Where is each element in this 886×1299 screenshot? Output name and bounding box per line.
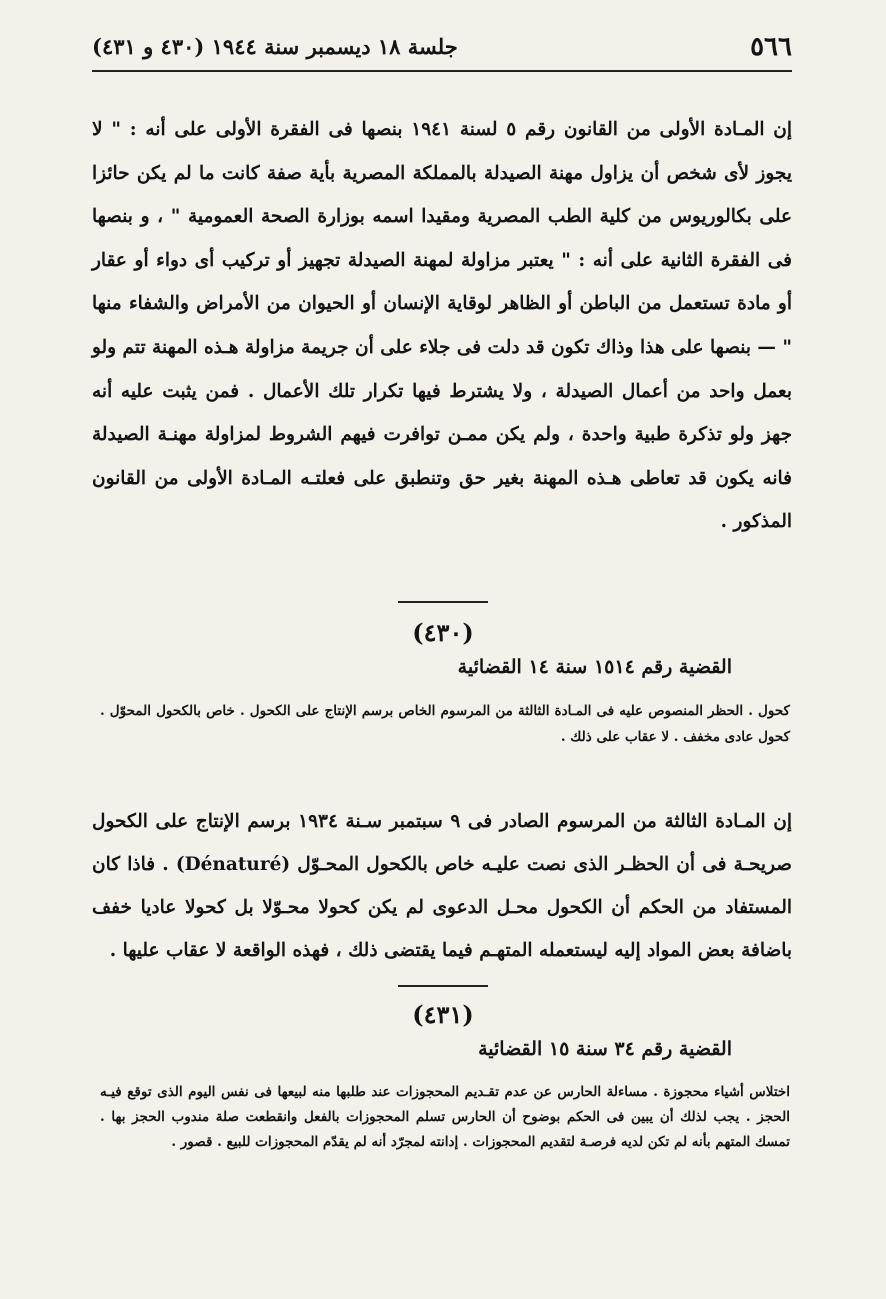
paragraph-pharmacy-law: إن المـادة الأولى من القانون رقم ٥ لسنة ١٩٤١ بنصها فى الفقرة الأولى على أنه : " لا يجوز لأى شخص أن يزاول مهنة الصيدلة بالمملكة المصرية بأية صفة كانت ما لم يكن حائزا على بكالوريوس من كلية الطب المصرية ومقيدا اسمه بوزارة الصحة العمومية " ، و بنصها فى الفقرة الثانية على أنه : " يعتبر مزاولة لمهنة الصيدلة تجهيز أو تركيب أى دواء أو عقار أو مادة تستعمل من الباطن أو الظاهر لوقاية الإنسان أو الحيوان من الأمراض والشفاء منها " — بنصها على هذا وذاك تكون قد دلت فى جلاء على أن جريمة مزاولة هـذه المهنة تتم ولو بعمل واحد من أعمال الصيدلة ، ولا يشترط فيها تكرار تلك الأعمال . فمن يثبت عليه أنه جهز ولو تذكرة طبية واحدة ، ولم يكن ممـن توافرت فيهم الشروط لمزاولة مهنـة الصيدلة فانه يكون قد تعاطى هـذه المهنة بغير حق وتنطبق على فعلتـه المـادة الأولى من القانون المذكور . (91, 119, 792, 533)
case-paragraph-430: إن المـادة الثالثة من المرسوم الصادر فى ٩ سبتمبر سـنة ١٩٣٤ برسم الإنتاج على الكحول صريحـة فى أن الحظـر الذى نصت عليـه خاص بالكحول المحـوّل (Dénaturé) . فاذا كان المستفاد من الحكم أن الكحول محـل الدعوى لم يكن كحولا محـوّلا بل كحولا عاديا خفف باضافة بعض المواد إليه ليستعمله المتهـم فيما يقتضى ذلك ، فهذه الواقعة لا عقاب عليها . (92, 811, 792, 961)
case-summary-431: اختلاس أشياء محجوزة . مساءلة الحارس عن عدم تقـديم المحجوزات عند طلبها منه لبيعها فى نفس اليوم الذى توقع فيـه الحجز . يجب لذلك أن يبين فى الحكم بوضوح أن الحارس تسلم المحجوزات بالفعل وانقطعت صلة مندوب الحجز بها . تمسك المتهم بأنه لم تكن لديه فرصـة لتقديم المحجوزات . إدانته لمجرّد أنه لم يقدّم المحجوزات للبيع . قصور . (100, 1084, 790, 1150)
session-title: جلسة ١٨ ديسمبر سنة ١٩٤٤ (٤٣٠ و ٤٣١) (92, 34, 458, 59)
case-reference-431: القضية رقم ٣٤ سنة ١٥ القضائية (478, 1038, 732, 1060)
case-reference-430: القضية رقم ١٥١٤ سنة ١٤ القضائية (457, 656, 732, 678)
case-number-430: (٤٣٠) (412, 618, 474, 647)
page-number: ٥٦٦ (750, 32, 792, 62)
case-summary-430: كحول . الحظر المنصوص عليه فى المـادة الثالثة من المرسوم الخاص برسم الإنتاج على الكحول . خاص بالكحول المحوّل . كحول عادى مخفف . لا عقاب على ذلك . (100, 703, 790, 745)
page-header (92, 28, 792, 68)
section-divider (398, 985, 488, 987)
case-number-431: (٤٣١) (412, 1000, 474, 1029)
section-divider (398, 601, 488, 603)
header-rule (92, 70, 792, 72)
